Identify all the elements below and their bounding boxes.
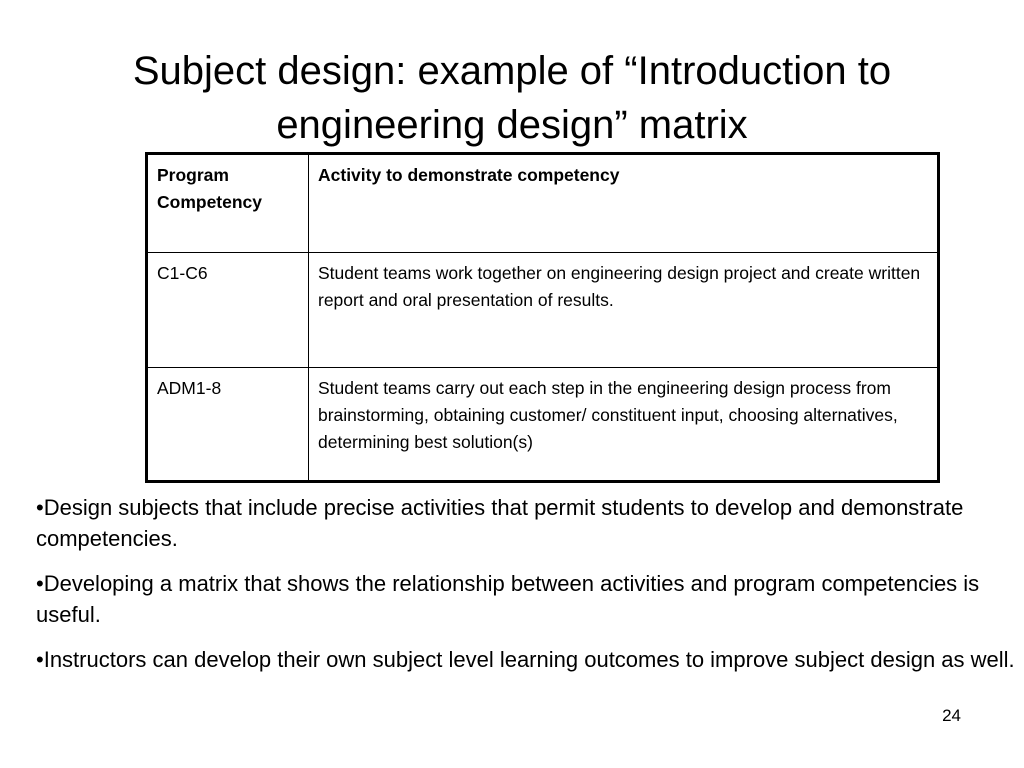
activity-cell: Student teams work together on engineering design project and create written report and oral presentation of results. — [309, 253, 939, 368]
competency-matrix-table — [145, 152, 940, 483]
bullet-list — [36, 492, 1021, 689]
header-activity: Activity to demonstrate competency — [309, 154, 939, 253]
bullet-marker: • — [36, 495, 44, 520]
table-header-row — [147, 154, 939, 253]
bullet-text: Instructors can develop their own subject level learning outcomes to improve subject design as well. — [43, 647, 1015, 672]
bullet-marker: • — [36, 571, 44, 596]
slide-title-line-1: Subject design: example of “Introduction to — [132, 49, 892, 93]
slide-title — [0, 44, 1024, 152]
table-row — [147, 253, 939, 368]
bullet-item — [36, 492, 1021, 554]
competency-cell: ADM1-8 — [147, 368, 309, 482]
bullet-item — [36, 568, 1021, 630]
bullet-item — [36, 644, 1021, 675]
table-row — [147, 368, 939, 482]
bullet-text: Developing a matrix that shows the relationship between activities and program competencies is useful. — [36, 571, 980, 627]
slide-title-line-2: engineering design” matrix — [276, 103, 748, 147]
bullet-marker: • — [36, 647, 44, 672]
competency-cell: C1-C6 — [147, 253, 309, 368]
header-program-competency: Program Competency — [147, 154, 309, 253]
bullet-text: Design subjects that include precise activities that permit students to develop and demonstrate competencies. — [36, 495, 964, 551]
activity-cell: Student teams carry out each step in the engineering design process from brainstorming, obtaining customer/ constituent input, choosing alternatives, determining best solution(s) — [309, 368, 939, 482]
page-number: 24 — [942, 706, 961, 725]
